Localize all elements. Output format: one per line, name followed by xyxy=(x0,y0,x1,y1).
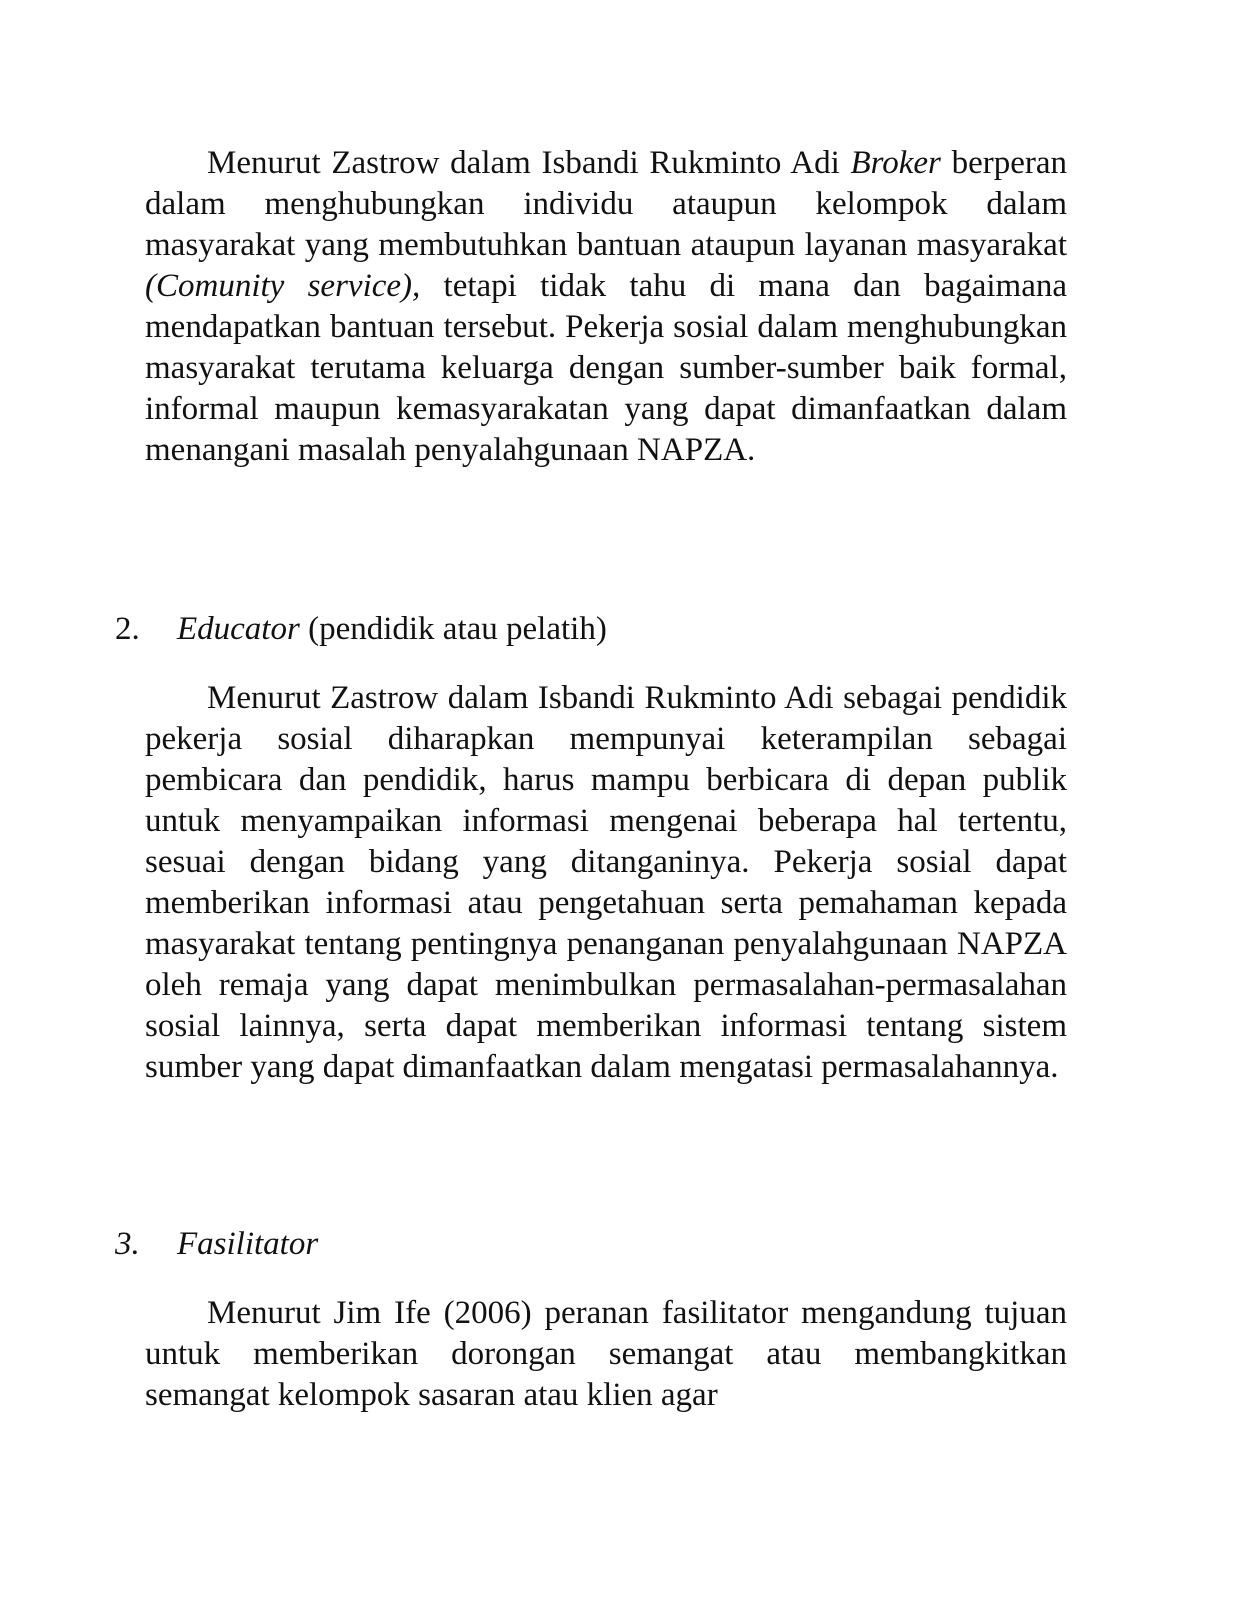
paragraph-broker xyxy=(145,143,1067,471)
section-heading-educator xyxy=(115,609,607,650)
section-title: Educator xyxy=(177,611,300,647)
section-heading-fasilitator xyxy=(115,1224,318,1265)
section-subtitle: (pendidik atau pelatih) xyxy=(299,611,607,647)
section-number: 2. xyxy=(115,611,140,647)
term-community-service: (Comunity service), xyxy=(145,268,421,304)
paragraph-text: berperan dalam menghubungkan individu ataupun kelompok dalam masyarakat yang membutuhkan bantuan ataupun layanan masyarakat xyxy=(145,145,1067,263)
paragraph-text: tetapi tidak tahu di mana dan bagaimana mendapatkan bantuan tersebut. Pekerja sosial dalam menghubungkan masyarakat terutama keluarga dengan sumber-sumber baik formal, informal maupun kemasyarakatan yang dapat dimanfaatkan dalam menangani masalah penyalahgunaan NAPZA. xyxy=(145,268,1067,468)
paragraph-educator: Menurut Zastrow dalam Isbandi Rukminto Adi sebagai pendidik pekerja sosial diharapkan mempunyai keterampilan sebagai pembicara dan pendidik, harus mampu berbicara di depan publik untuk menyampaikan informasi mengenai beberapa hal tertentu, sesuai dengan bidang yang ditanganinya. Pekerja sosial dapat memberikan informasi atau pengetahuan serta pemahaman kepada masyarakat tentang pentingnya penanganan penyalahgunaan NAPZA oleh remaja yang dapat menimbulkan permasalahan-permasalahan sosial lainnya, serta dapat memberikan informasi tentang sistem sumber yang dapat dimanfaatkan dalam mengatasi permasalahannya. xyxy=(145,680,1067,1085)
term-broker: Broker xyxy=(850,145,941,181)
section-number: 3. xyxy=(115,1226,140,1262)
paragraph-fasilitator: Menurut Jim Ife (2006) peranan fasilitator mengandung tujuan untuk memberikan dorongan semangat atau membangkitkan semangat kelompok sasaran atau klien agar xyxy=(145,1295,1067,1413)
section-title: Fasilitator xyxy=(177,1226,319,1262)
paragraph-text: Menurut Zastrow dalam Isbandi Rukminto Adi xyxy=(207,145,851,181)
